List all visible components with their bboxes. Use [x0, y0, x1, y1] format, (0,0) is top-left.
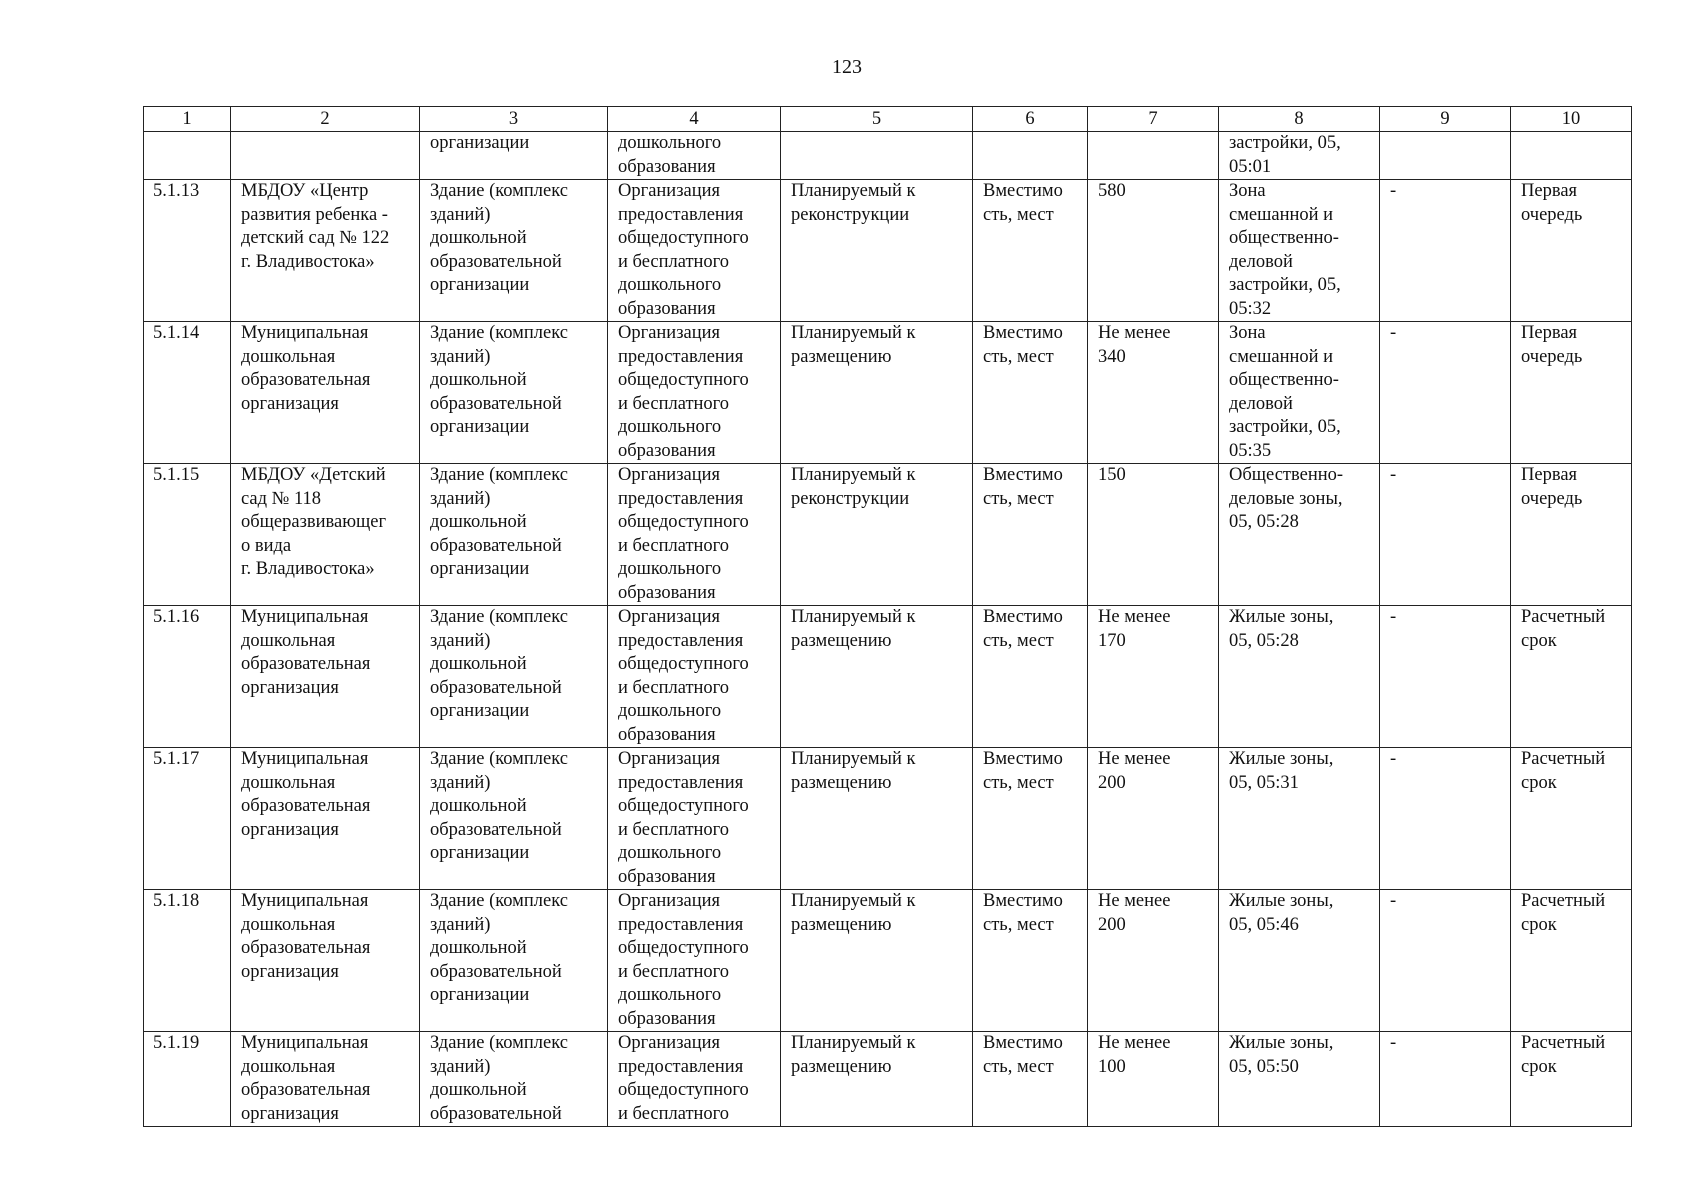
object-name-cell: [231, 132, 420, 180]
status-cell: Планируемый к реконструкции: [781, 464, 973, 606]
stage-cell: Расчетный срок: [1511, 748, 1632, 890]
row-number-cell: 5.1.16: [144, 606, 231, 748]
characteristic-cell: Вместимо сть, мест: [973, 606, 1088, 748]
status-cell: Планируемый к размещению: [781, 748, 973, 890]
table-row: [144, 890, 1632, 1032]
value-cell: Не менее 340: [1088, 322, 1219, 464]
purpose-cell: Организация предоставления общедоступного и бесплатного дошкольного образования: [608, 180, 781, 322]
characteristic-cell: Вместимо сть, мест: [973, 748, 1088, 890]
header-cell: 10: [1511, 107, 1632, 132]
object-type-cell: Здание (комплекс зданий) дошкольной образовательной: [420, 1032, 608, 1127]
object-type-cell: Здание (комплекс зданий) дошкольной образовательной организации: [420, 748, 608, 890]
characteristic-cell: Вместимо сть, мест: [973, 322, 1088, 464]
row-number-cell: 5.1.17: [144, 748, 231, 890]
table-row: [144, 322, 1632, 464]
row-number-cell: [144, 132, 231, 180]
zone-cell: Жилые зоны, 05, 05:31: [1219, 748, 1380, 890]
stage-cell: Первая очередь: [1511, 464, 1632, 606]
characteristic-cell: [973, 132, 1088, 180]
purpose-cell: Организация предоставления общедоступного и бесплатного дошкольного образования: [608, 606, 781, 748]
facilities-table: [143, 106, 1632, 1127]
protection-zone-cell: [1380, 132, 1511, 180]
object-type-cell: Здание (комплекс зданий) дошкольной образовательной организации: [420, 890, 608, 1032]
protection-zone-cell: -: [1380, 322, 1511, 464]
page-number: 123: [832, 56, 862, 78]
header-cell: 1: [144, 107, 231, 132]
object-type-cell: Здание (комплекс зданий) дошкольной образовательной организации: [420, 464, 608, 606]
table-row: [144, 180, 1632, 322]
header-cell: 2: [231, 107, 420, 132]
table-row: [144, 606, 1632, 748]
table-row: [144, 748, 1632, 890]
status-cell: Планируемый к размещению: [781, 606, 973, 748]
row-number-cell: 5.1.18: [144, 890, 231, 1032]
object-name-cell: Муниципальная дошкольная образовательная организация: [231, 1032, 420, 1127]
value-cell: Не менее 170: [1088, 606, 1219, 748]
value-cell: Не менее 200: [1088, 748, 1219, 890]
object-type-cell: Здание (комплекс зданий) дошкольной образовательной организации: [420, 322, 608, 464]
zone-cell: Зона смешанной и общественно- деловой застройки, 05, 05:32: [1219, 180, 1380, 322]
protection-zone-cell: -: [1380, 748, 1511, 890]
object-type-cell: Здание (комплекс зданий) дошкольной образовательной организации: [420, 180, 608, 322]
purpose-cell: Организация предоставления общедоступного и бесплатного дошкольного образования: [608, 890, 781, 1032]
header-cell: 8: [1219, 107, 1380, 132]
object-name-cell: Муниципальная дошкольная образовательная организация: [231, 890, 420, 1032]
protection-zone-cell: -: [1380, 890, 1511, 1032]
table-row: [144, 1032, 1632, 1127]
zone-cell: Жилые зоны, 05, 05:46: [1219, 890, 1380, 1032]
protection-zone-cell: -: [1380, 606, 1511, 748]
table-row: [144, 464, 1632, 606]
row-number-cell: 5.1.19: [144, 1032, 231, 1127]
object-name-cell: Муниципальная дошкольная образовательная организация: [231, 606, 420, 748]
object-name-cell: Муниципальная дошкольная образовательная организация: [231, 748, 420, 890]
stage-cell: Расчетный срок: [1511, 1032, 1632, 1127]
protection-zone-cell: -: [1380, 180, 1511, 322]
object-name-cell: Муниципальная дошкольная образовательная организация: [231, 322, 420, 464]
row-number-cell: 5.1.15: [144, 464, 231, 606]
status-cell: Планируемый к размещению: [781, 890, 973, 1032]
row-number-cell: 5.1.14: [144, 322, 231, 464]
zone-cell: застройки, 05, 05:01: [1219, 132, 1380, 180]
object-type-cell: Здание (комплекс зданий) дошкольной образовательной организации: [420, 606, 608, 748]
purpose-cell: Организация предоставления общедоступного и бесплатного дошкольного образования: [608, 464, 781, 606]
purpose-cell: Организация предоставления общедоступного и бесплатного дошкольного образования: [608, 322, 781, 464]
table-row: [144, 132, 1632, 180]
zone-cell: Зона смешанной и общественно- деловой застройки, 05, 05:35: [1219, 322, 1380, 464]
status-cell: Планируемый к размещению: [781, 322, 973, 464]
header-cell: 7: [1088, 107, 1219, 132]
value-cell: 580: [1088, 180, 1219, 322]
object-name-cell: МБДОУ «Центр развития ребенка - детский сад № 122 г. Владивостока»: [231, 180, 420, 322]
header-row: [144, 107, 1632, 132]
header-cell: 5: [781, 107, 973, 132]
header-cell: 9: [1380, 107, 1511, 132]
stage-cell: Расчетный срок: [1511, 606, 1632, 748]
value-cell: Не менее 100: [1088, 1032, 1219, 1127]
status-cell: Планируемый к размещению: [781, 1032, 973, 1127]
status-cell: [781, 132, 973, 180]
value-cell: [1088, 132, 1219, 180]
zone-cell: Жилые зоны, 05, 05:50: [1219, 1032, 1380, 1127]
header-cell: 4: [608, 107, 781, 132]
stage-cell: [1511, 132, 1632, 180]
row-number-cell: 5.1.13: [144, 180, 231, 322]
stage-cell: Расчетный срок: [1511, 890, 1632, 1032]
status-cell: Планируемый к реконструкции: [781, 180, 973, 322]
protection-zone-cell: -: [1380, 1032, 1511, 1127]
purpose-cell: Организация предоставления общедоступного и бесплатного дошкольного образования: [608, 748, 781, 890]
characteristic-cell: Вместимо сть, мест: [973, 1032, 1088, 1127]
header-cell: 6: [973, 107, 1088, 132]
object-name-cell: МБДОУ «Детский сад № 118 общеразвивающег о вида г. Владивостока»: [231, 464, 420, 606]
characteristic-cell: Вместимо сть, мест: [973, 464, 1088, 606]
stage-cell: Первая очередь: [1511, 180, 1632, 322]
object-type-cell: организации: [420, 132, 608, 180]
zone-cell: Общественно- деловые зоны, 05, 05:28: [1219, 464, 1380, 606]
protection-zone-cell: -: [1380, 464, 1511, 606]
stage-cell: Первая очередь: [1511, 322, 1632, 464]
zone-cell: Жилые зоны, 05, 05:28: [1219, 606, 1380, 748]
purpose-cell: дошкольного образования: [608, 132, 781, 180]
characteristic-cell: Вместимо сть, мест: [973, 180, 1088, 322]
header-cell: 3: [420, 107, 608, 132]
characteristic-cell: Вместимо сть, мест: [973, 890, 1088, 1032]
purpose-cell: Организация предоставления общедоступного и бесплатного: [608, 1032, 781, 1127]
value-cell: Не менее 200: [1088, 890, 1219, 1032]
value-cell: 150: [1088, 464, 1219, 606]
